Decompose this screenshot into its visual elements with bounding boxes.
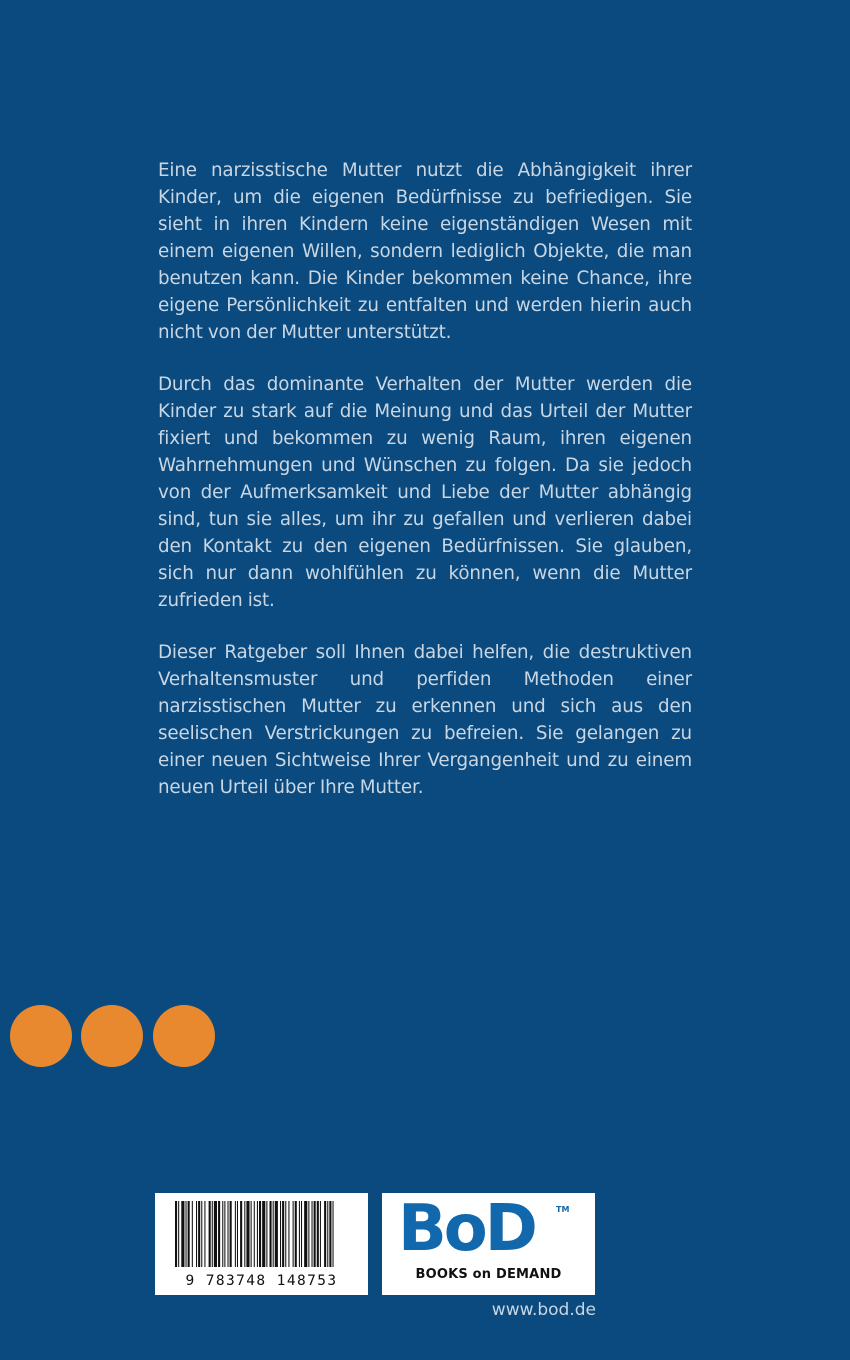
bod-logo-text: BoD <box>398 1192 535 1266</box>
barcode-bar <box>304 1201 307 1267</box>
blurb-paragraph-2: Durch das dominante Verhalten der Mutter werden die Kinder zu stark auf die Meinung und das Urteil der Mutter fixiert und bekommen zu wenig Raum, ihren eigenen Wahrnehmungen und Wünschen zu folgen. Da sie jedoch von der Aufmerksamkeit und Liebe der Mutter abhängig sind, tun sie alles, um ihr zu gefallen und verlieren dabei den Kontakt zu den eigenen Bedürfnissen. Sie glauben, sich nur dann wohlfühlen zu können, wenn die Mutter zufrieden ist. <box>158 374 692 611</box>
orange-dot <box>81 1005 143 1067</box>
trademark-mark: TM <box>556 1205 570 1214</box>
barcode-bar <box>270 1201 272 1267</box>
barcode-bar <box>230 1201 232 1267</box>
barcode-bar <box>228 1201 229 1267</box>
barcode-bar <box>204 1201 205 1267</box>
barcode-bar <box>198 1201 200 1267</box>
barcode-bar <box>237 1201 238 1267</box>
barcode-bar <box>178 1201 179 1267</box>
barcode-bar <box>282 1201 284 1267</box>
barcode-bar <box>175 1201 177 1267</box>
barcode-bar <box>224 1201 225 1267</box>
barcode-bar <box>181 1201 184 1267</box>
barcode-bar <box>314 1201 316 1267</box>
isbn-barcode <box>155 1193 368 1295</box>
barcode-bar <box>244 1201 245 1267</box>
barcode-bar <box>324 1201 326 1267</box>
barcode-bar <box>222 1201 223 1267</box>
publisher-logo <box>382 1193 595 1295</box>
barcode-bar <box>329 1201 331 1267</box>
barcode-bar <box>301 1201 302 1267</box>
publisher-website: www.bod.de <box>491 1300 596 1320</box>
barcode-bar <box>320 1201 321 1267</box>
barcode-bar <box>209 1201 211 1267</box>
barcode-bar <box>192 1201 193 1267</box>
barcode-bar <box>186 1201 187 1267</box>
orange-dot <box>153 1005 215 1067</box>
barcode-bar <box>218 1201 220 1267</box>
barcode-bar <box>266 1201 267 1267</box>
barcode-bar <box>257 1201 258 1267</box>
barcode-bar <box>333 1201 334 1267</box>
barcode-bar <box>317 1201 319 1267</box>
barcode-bar <box>196 1201 197 1267</box>
barcode-bar <box>251 1201 252 1267</box>
barcode-bar <box>280 1201 281 1267</box>
barcode-bar <box>308 1201 309 1267</box>
barcode-bar <box>295 1201 297 1267</box>
blurb-paragraph-1: Eine narzisstische Mutter nutzt die Abhängigkeit ihrer Kinder, um die eigenen Bedürfnisse zu befriedigen. Sie sieht in ihren Kindern keine eigenständigen Wesen mit einem eigenen Willen, sondern lediglich Objekte, die man benutzen kann. Die Kinder bekommen keine Chance, ihre eigene Persönlichkeit zu entfalten und werden hierin auch nicht von der Mutter unterstützt. <box>158 160 692 343</box>
barcode-bar <box>262 1201 265 1267</box>
blurb-paragraph-3: Dieser Ratgeber soll Ihnen dabei helfen, die destruktiven Verhaltensmuster und perfiden Methoden einer narzisstischen Mutter zu erkennen und sich aus den seelischen Verstrickungen zu befreien. Sie gelangen zu einer neuen Sichtweise Ihrer Vergangenheit und zu einem neuen Urteil über Ihre Mutter. <box>158 642 692 798</box>
barcode-bar <box>273 1201 274 1267</box>
barcode-bar <box>275 1201 278 1267</box>
publisher-tagline: BOOKS on DEMAND <box>415 1267 562 1282</box>
barcode-bar <box>212 1201 213 1267</box>
barcode-bar <box>235 1201 236 1267</box>
barcode-bar <box>246 1201 249 1267</box>
barcode-bar <box>254 1201 255 1267</box>
barcode-bar <box>285 1201 286 1267</box>
barcode-bar <box>288 1201 289 1267</box>
isbn-number: 9 783748 148753 <box>185 1273 338 1289</box>
barcode-bar <box>240 1201 242 1267</box>
back-cover-blurb <box>158 157 692 826</box>
barcode-bar <box>299 1201 300 1267</box>
barcode-bar <box>293 1201 294 1267</box>
orange-dot <box>10 1005 72 1067</box>
barcode-bar <box>214 1201 217 1267</box>
barcode-bar <box>188 1201 190 1267</box>
barcode-bar <box>312 1201 313 1267</box>
barcode-bar <box>327 1201 328 1267</box>
barcode-bar <box>201 1201 202 1267</box>
barcode-bar <box>259 1201 261 1267</box>
